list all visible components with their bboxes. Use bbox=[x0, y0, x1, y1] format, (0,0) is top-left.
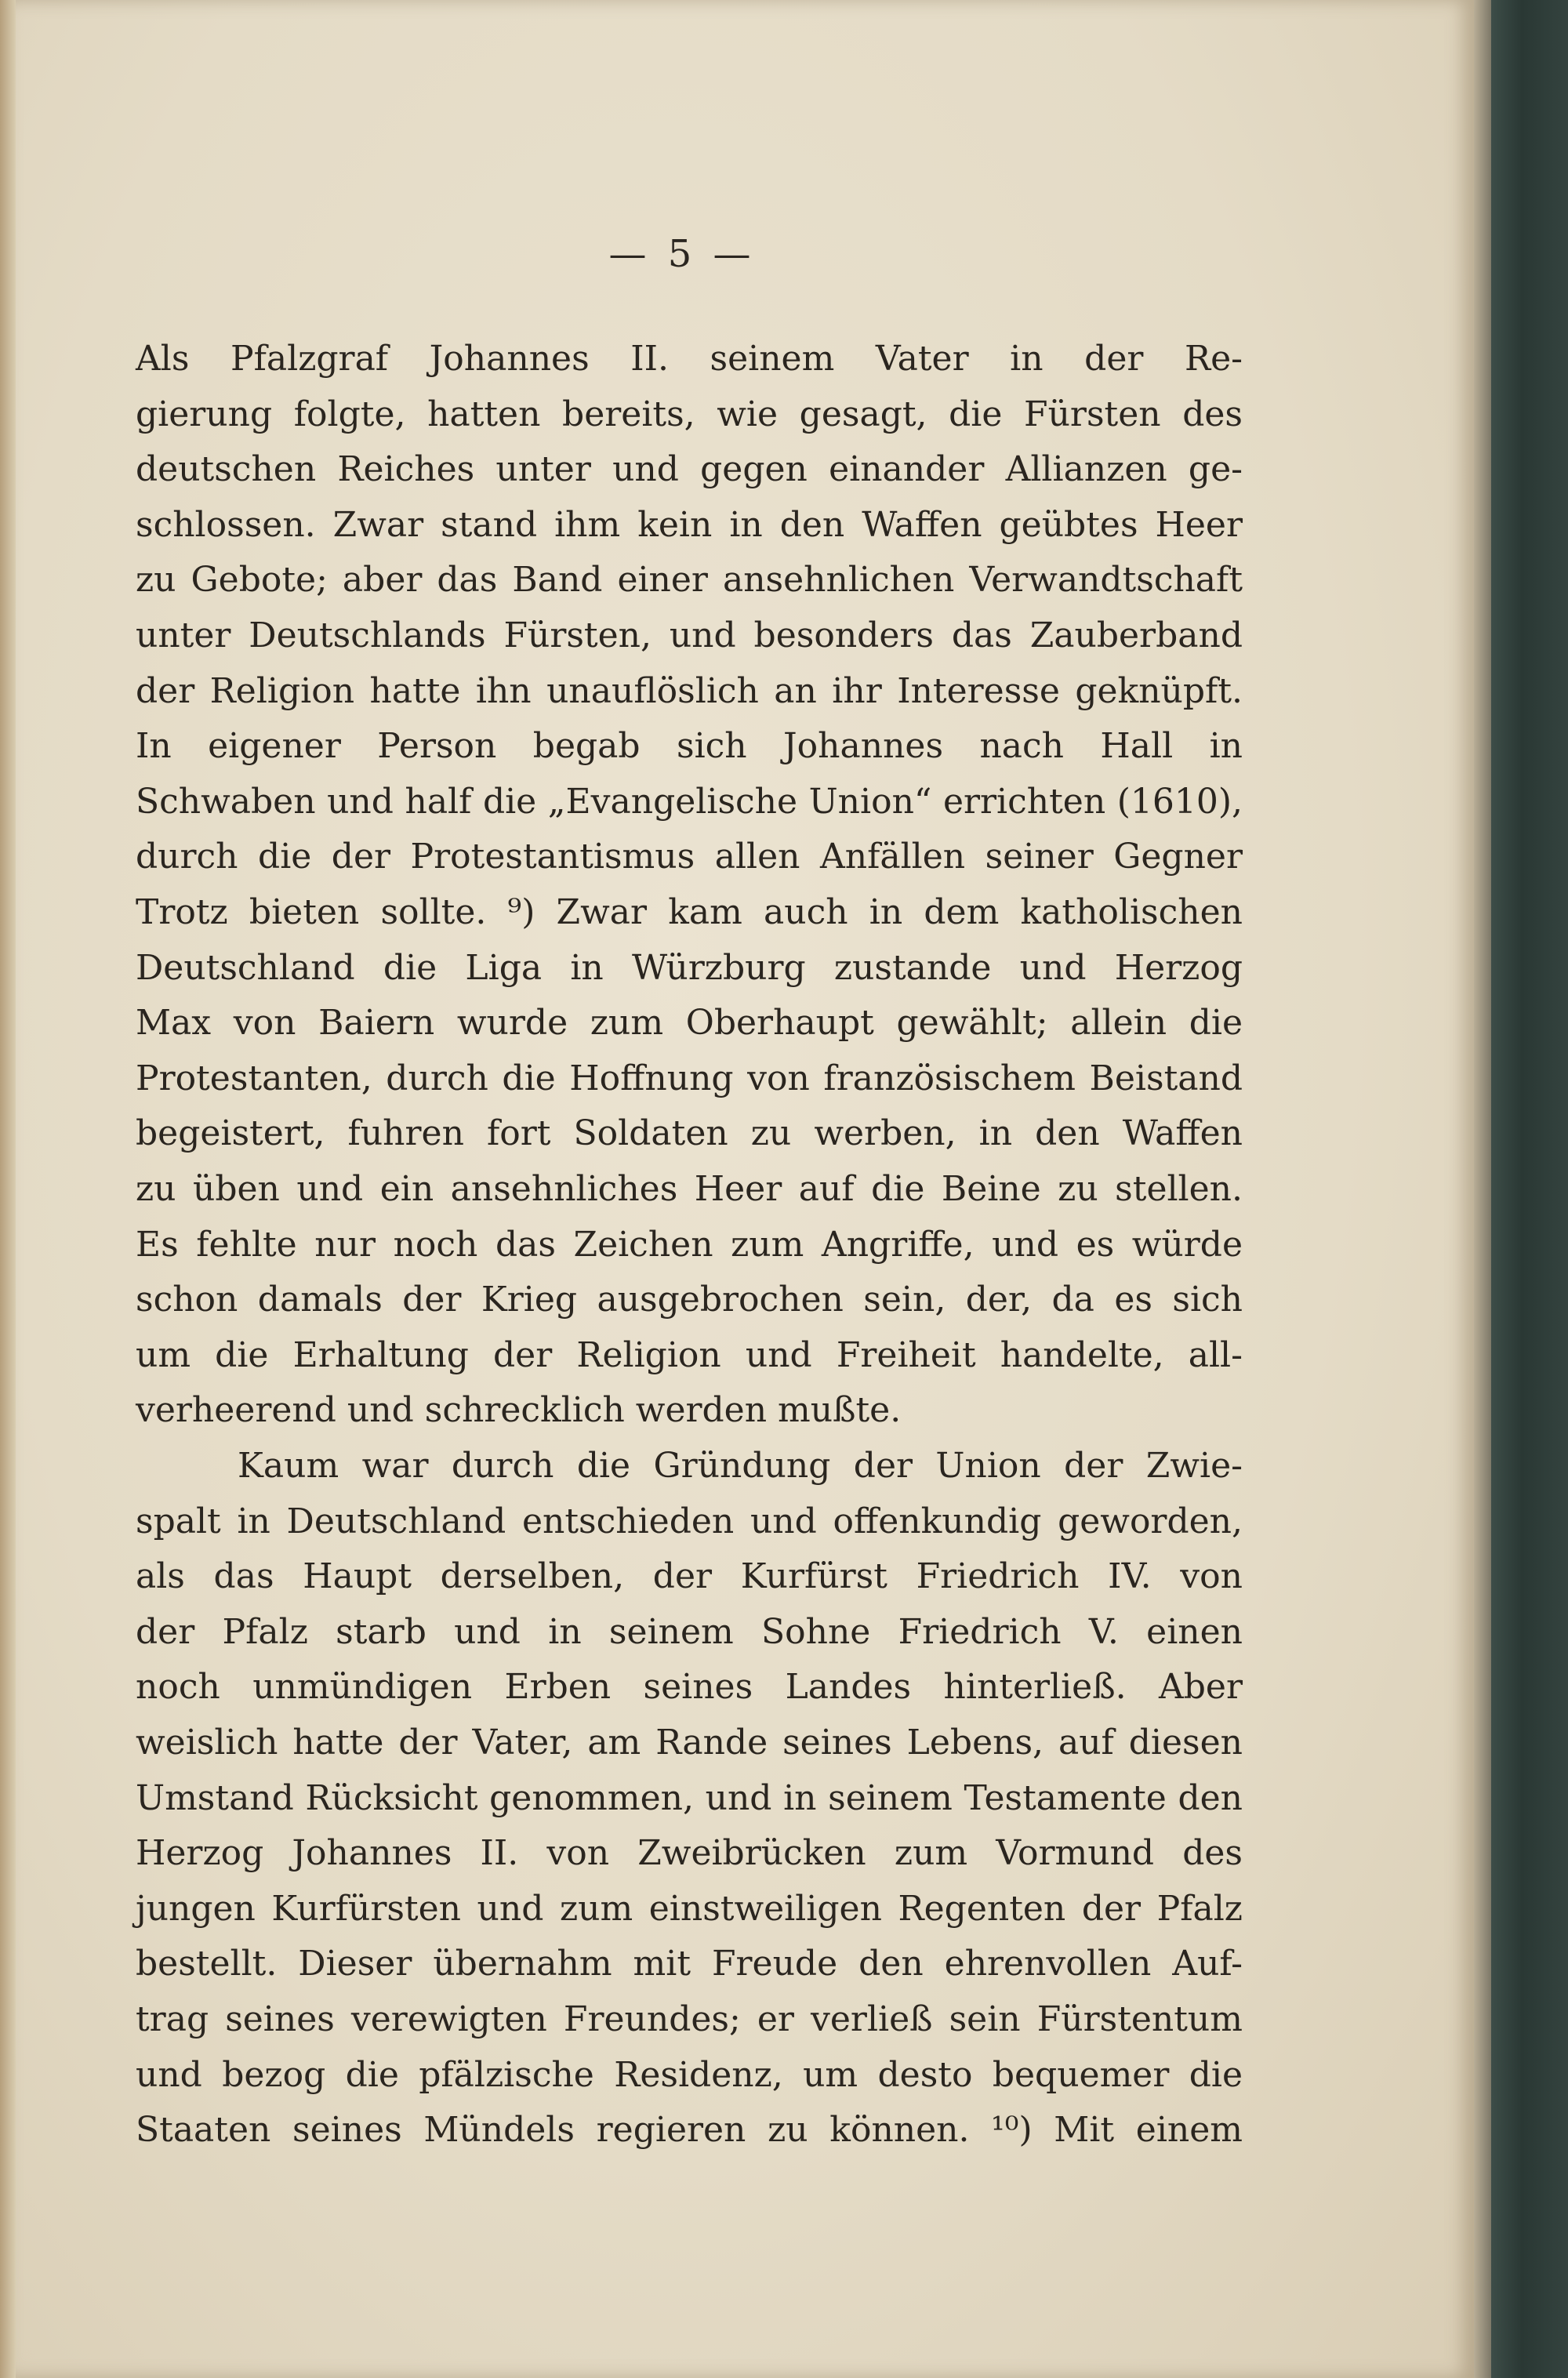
text-line: der Religion hatte ihn unauflöslich an ihr Interesse geknüpft. bbox=[136, 670, 1243, 711]
page-stack-edge bbox=[1474, 0, 1491, 2378]
text-line: als das Haupt derselben, der Kurfürst Friedrich IV. von bbox=[136, 1556, 1243, 1597]
text-line: Max von Baiern wurde zum Oberhaupt gewählt; allein die bbox=[136, 1003, 1243, 1044]
text-line: Umstand Rücksicht genommen, und in seinem Testamente den bbox=[136, 1777, 1243, 1818]
text-line: schlossen. Zwar stand ihm kein in den Waffen geübtes Heer bbox=[136, 504, 1243, 545]
text-line: verheerend und schrecklich werden mußte. bbox=[136, 1390, 902, 1431]
book-cover-edge bbox=[1491, 0, 1568, 2378]
page-number: — 5 — bbox=[608, 232, 756, 276]
text-line: gierung folgte, hatten bereits, wie gesagt, die Fürsten des bbox=[136, 394, 1243, 434]
text-line: noch unmündigen Erben seines Landes hinterließ. Aber bbox=[136, 1667, 1243, 1708]
text-line: Trotz bieten sollte. ⁹) Zwar kam auch in dem katholischen bbox=[136, 892, 1243, 932]
text-line: Als Pfalzgraf Johannes II. seinem Vater in der Re- bbox=[136, 339, 1243, 379]
text-line: und bezog die pfälzische Residenz, um desto bequemer die bbox=[136, 2054, 1243, 2095]
text-line: In eigener Person begab sich Johannes nach Hall in bbox=[136, 726, 1243, 767]
text-line: begeistert, fuhren fort Soldaten zu werben, in den Waffen bbox=[136, 1113, 1243, 1154]
text-line: trag seines verewigten Freundes; er verließ sein Fürstentum bbox=[136, 1999, 1243, 2039]
text-line: Herzog Johannes II. von Zweibrücken zum Vormund des bbox=[136, 1833, 1243, 1874]
left-page-edge bbox=[0, 0, 16, 2378]
text-line: zu Gebote; aber das Band einer ansehnlichen Verwandtschaft bbox=[136, 560, 1243, 601]
text-line: Kaum war durch die Gründung der Union der Zwie- bbox=[238, 1446, 1243, 1486]
text-line: bestellt. Dieser übernahm mit Freude den ehrenvollen Auf- bbox=[136, 1944, 1243, 1984]
text-line: jungen Kurfürsten und zum einstweiligen Regenten der Pfalz bbox=[136, 1888, 1243, 1929]
text-line: schon damals der Krieg ausgebrochen sein, der, da es sich bbox=[136, 1280, 1243, 1320]
text-line: spalt in Deutschland entschieden und offenkundig geworden, bbox=[136, 1501, 1243, 1541]
text-line: Es fehlte nur noch das Zeichen zum Angriffe, und es würde bbox=[136, 1224, 1243, 1265]
text-line: der Pfalz starb und in seinem Sohne Friedrich V. einen bbox=[136, 1611, 1243, 1652]
text-line: zu üben und ein ansehnliches Heer auf die Beine zu stellen. bbox=[136, 1169, 1243, 1209]
book-page bbox=[16, 0, 1474, 2378]
text-line: durch die der Protestantismus allen Anfällen seiner Gegner bbox=[136, 837, 1243, 877]
text-line: um die Erhaltung der Religion und Freiheit handelte, all- bbox=[136, 1334, 1243, 1375]
text-line: Schwaben und half die „Evangelische Union“ errichten (1610), bbox=[136, 781, 1243, 822]
text-line: Protestanten, durch die Hoffnung von französischem Beistand bbox=[136, 1058, 1243, 1098]
text-line: Deutschland die Liga in Würzburg zustande und Herzog bbox=[136, 947, 1243, 988]
text-line: deutschen Reiches unter und gegen einander Allianzen ge- bbox=[136, 449, 1243, 490]
text-line: unter Deutschlands Fürsten, und besonders das Zauberband bbox=[136, 615, 1243, 655]
text-line: Staaten seines Mündels regieren zu können. ¹⁰) Mit einem bbox=[136, 2110, 1243, 2151]
text-line: weislich hatte der Vater, am Rande seines Lebens, auf diesen bbox=[136, 1723, 1243, 1763]
